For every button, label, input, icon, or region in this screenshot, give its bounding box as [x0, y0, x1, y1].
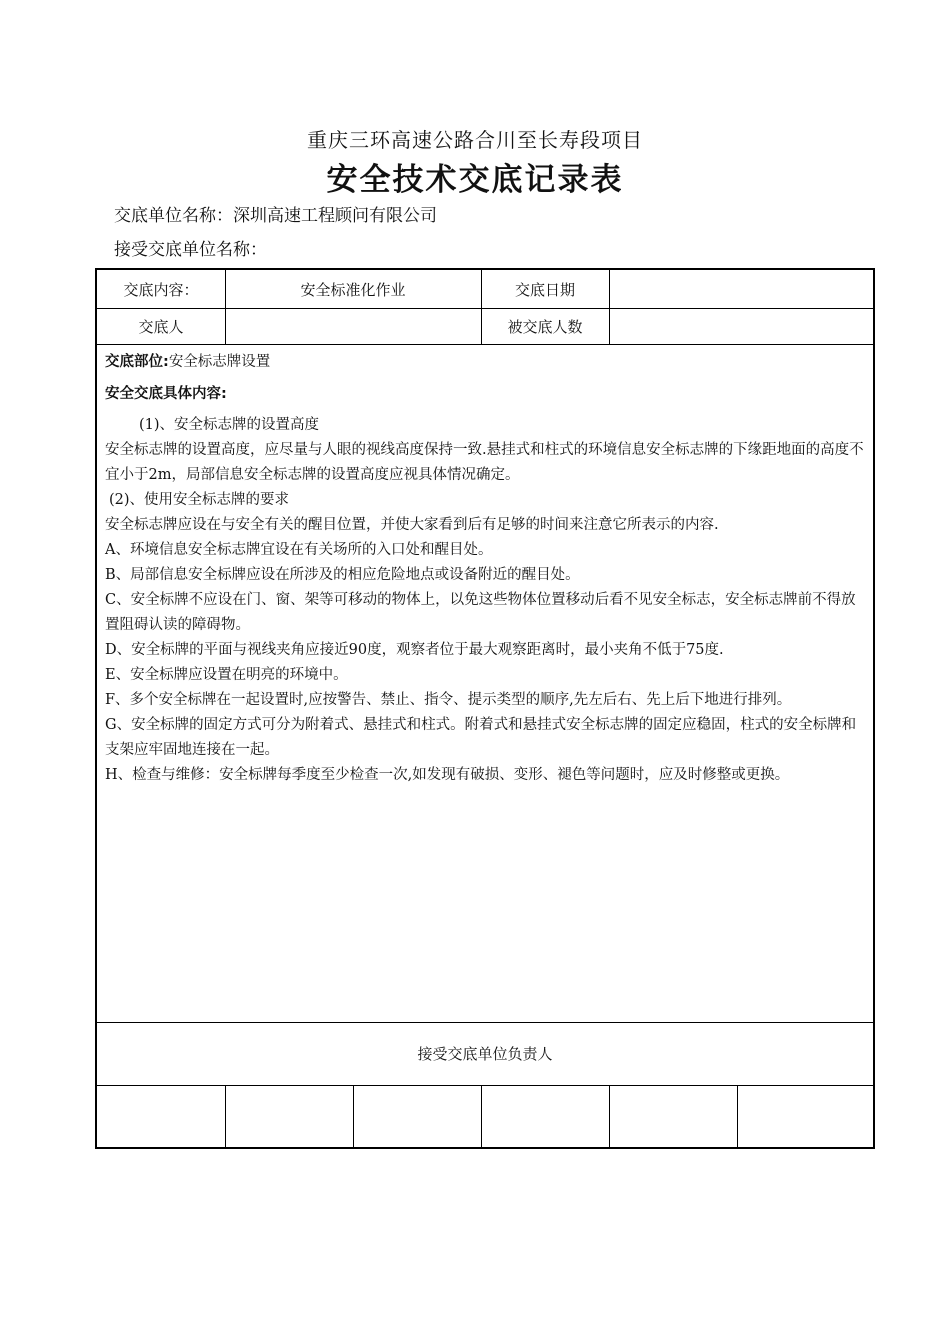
paragraph: D、安全标牌的平面与视线夹角应接近90度，观察者位于最大观察距离时，最小夹角不低于75度. — [105, 642, 724, 658]
record-table — [95, 268, 875, 1149]
person-value — [225, 308, 481, 344]
responsible-label: 接受交底单位负责人 — [417, 1045, 553, 1063]
paragraph: E、安全标牌应设置在明亮的环境中。 — [105, 667, 348, 683]
date-label: 交底日期 — [514, 280, 575, 299]
row-divider — [97, 1085, 873, 1086]
location-line — [105, 350, 270, 371]
paragraph: 安全标志牌的设置高度，应尽量与人眼的视线高度保持一致.悬挂式和柱式的环境信息安全标志牌的下缘距地面的高度不宜小于2m，局部信息安全标志牌的设置高度应视具体情况确定。 — [105, 442, 864, 483]
location-value: 安全标志牌设置 — [168, 354, 271, 370]
issuing-unit: 交底单位名称：深圳高速工程顾问有限公司 — [114, 206, 437, 226]
receiving-unit: 接受交底单位名称： — [114, 240, 267, 260]
count-value — [609, 308, 873, 344]
col-divider — [481, 1085, 482, 1149]
col-divider — [609, 1085, 610, 1149]
paragraph: B、局部信息安全标牌应设在所涉及的相应危险地点或设备附近的醒目处。 — [105, 567, 580, 583]
col-divider — [225, 1085, 226, 1149]
document-title: 安全技术交底记录表 — [326, 162, 624, 198]
person-label: 交底人 — [138, 317, 184, 336]
paragraph: F、多个安全标牌在一起设置时,应按警告、禁止、指令、提示类型的顺序,先左后右、先上后下地进行排列。 — [105, 692, 792, 708]
col-divider — [353, 1085, 354, 1149]
paragraph: A、环境信息安全标志牌宜设在有关场所的入口处和醒目处。 — [105, 542, 493, 558]
content-label: 交底内容： — [123, 280, 199, 299]
project-name: 重庆三环高速公路合川至长寿段项目 — [307, 128, 643, 152]
details-label: 安全交底具体内容: — [105, 386, 227, 402]
paragraph: C、安全标牌不应设在门、窗、架等可移动的物体上，以免这些物体位置移动后看不见安全标志，安全标志牌前不得放置阻碍认读的障碍物。 — [105, 592, 856, 633]
paragraph: (1)、安全标志牌的设置高度 — [139, 417, 320, 433]
details-content — [105, 413, 865, 788]
row-divider — [97, 344, 873, 345]
count-label: 被交底人数 — [507, 317, 583, 336]
paragraph: G、安全标牌的固定方式可分为附着式、悬挂式和柱式。附着式和悬挂式安全标志牌的固定应稳固，柱式的安全标牌和支架应牢固地连接在一起。 — [105, 717, 857, 758]
col-divider — [737, 1085, 738, 1149]
paragraph: 安全标志牌应设在与安全有关的醒目位置，并使大家看到后有足够的时间来注意它所表示的内容. — [105, 517, 719, 533]
location-label: 交底部位: — [105, 354, 169, 370]
paragraph: (2)、使用安全标志牌的要求 — [109, 492, 290, 508]
paragraph: H、检查与维修：安全标牌每季度至少检查一次,如发现有破损、变形、褪色等问题时，应及时修整或更换。 — [105, 767, 790, 783]
date-value — [609, 270, 873, 308]
content-value: 安全标准化作业 — [300, 280, 406, 299]
